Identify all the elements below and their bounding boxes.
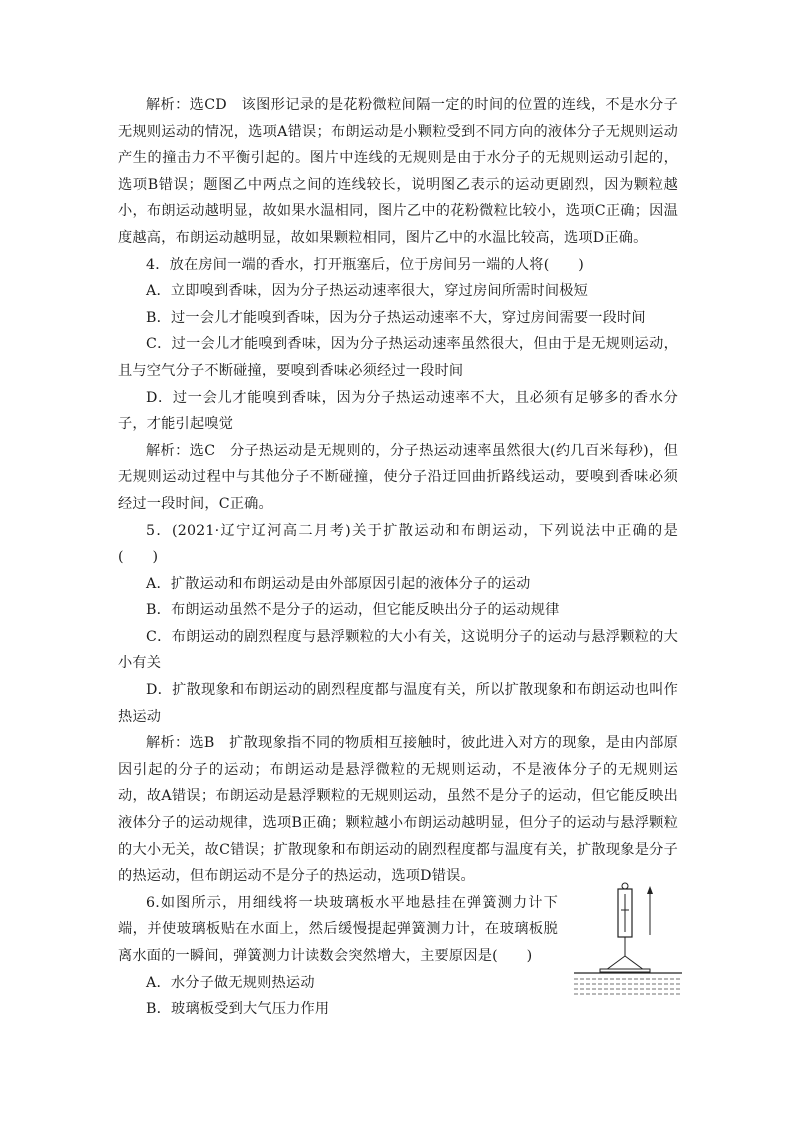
q6-option-b: B．玻璃板受到大气压力作用 — [146, 1001, 330, 1018]
q5-option-b: B．布朗运动虽然不是分子的运动，但它能反映出分子的运动规律 — [146, 602, 560, 619]
q4-option-c: C．过一会儿才能嗅到香味，因为分子热运动速率虽然很大，但由于是无规则运动，且与空气分子不断碰撞，要嗅到香味必须经过一段时间 — [118, 336, 678, 379]
q5-option-c: C．布朗运动的剧烈程度与悬浮颗粒的大小有关，这说明分子的运动与悬浮颗粒的大小有关 — [118, 628, 678, 672]
question-4: 4．放在房间一端的香水，打开瓶塞后，位于房间另一端的人将( ) — [146, 256, 584, 273]
analysis-q4: 解析：选C 分子热运动是无规则的，分子热运动速率虽然很大(约几百米每秒)，但无规则运动过程中与其他分子不断碰撞，使分子沿迂回曲折路线运动，要嗅到香味必须经过一段时间，C正确。 — [118, 442, 678, 512]
q5-option-d: D．扩散现象和布朗运动的剧烈程度都与温度有关，所以扩散现象和布朗运动也叫作热运动 — [118, 682, 678, 725]
q4-option-b: B．过一会儿才能嗅到香味，因为分子热运动速率不大，穿过房间需要一段时间 — [146, 309, 646, 326]
question-6: 6.如图所示，用细线将一块玻璃板水平地悬挂在弹簧测力计下端，并使玻璃板贴在水面上，然后缓慢提起弹簧测力计，在玻璃板脱离水面的一瞬间，弹簧测力计读数会突然增大，主要原因是( ) — [118, 894, 558, 964]
spring-scale-glass-plate-figure — [570, 880, 686, 1010]
analysis-q3: 解析：选CD 该图形记录的是花粉微粒间隔一定的时间的位置的连线，不是水分子无规则运动的情况，选项A错误；布朗运动是小颗粒受到不同方向的液体分子无规则运动产生的撞击力不平衡引起的。图片中连线的无规则是由于水分子的无规则运动引起的，选项B错误；题图乙中两点之间的连线较长，说明图乙表示的运动更剧烈，因为颗粒越小，布朗运动越明显，故如果水温相同，图片乙中的花粉微粒比较小，选项C正确；因温度越高，布朗运动越明显，故如果颗粒相同，图片乙中的水温比较高，选项D正确。 — [118, 97, 678, 246]
q5-option-a: A．扩散运动和布朗运动是由外部原因引起的液体分子的运动 — [146, 575, 531, 592]
q4-option-a: A．立即嗅到香味，因为分子热运动速率很大，穿过房间所需时间极短 — [146, 283, 589, 300]
analysis-q5: 解析：选B 扩散现象指不同的物质相互接触时，彼此进入对方的现象，是由内部原因引起的分子的运动；布朗运动是悬浮微粒的无规则运动，不是液体分子的无规则运动，故A错误；布朗运动是悬浮颗粒的无规则运动，虽然不是分子的运动，但它能反映出液体分子的运动规律，选项B正确；颗粒越小布朗运动越明显，但分子的运动与悬浮颗粒的大小无关，故C错误；扩散现象和布朗运动的剧烈程度都与温度有关，扩散现象是分子的热运动，但布朗运动不是分子的热运动，选项D错误。 — [118, 735, 678, 885]
question-5: 5．(2021·辽宁辽河高二月考)关于扩散运动和布朗运动，下列说法中正确的是( ) — [118, 522, 678, 566]
q6-option-a: A．水分子做无规则热运动 — [146, 974, 315, 991]
q4-option-d: D．过一会儿才能嗅到香味，因为分子热运动速率不大，且必须有足够多的香水分子，才能引起嗅觉 — [118, 389, 678, 433]
